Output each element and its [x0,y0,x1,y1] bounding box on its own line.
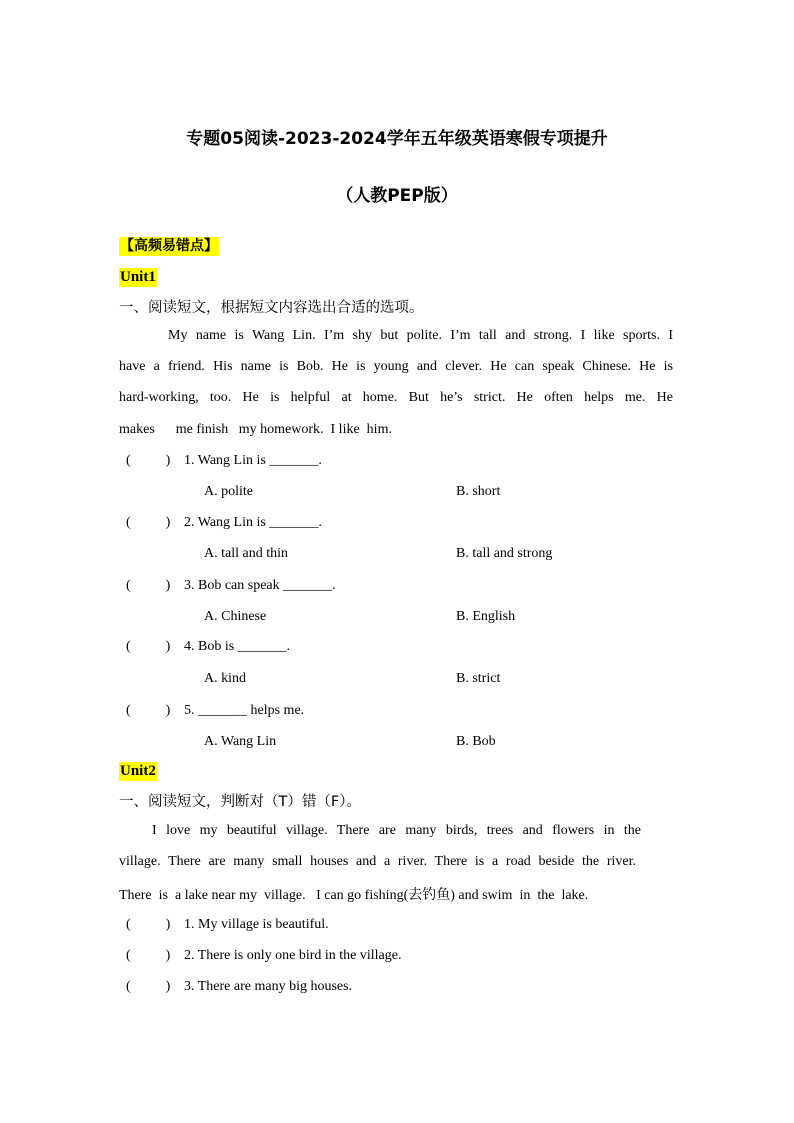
question-text: 4. Bob is _______. [184,639,291,654]
question-row [126,979,352,995]
question-text: 1. My village is beautiful. [184,917,329,932]
passage-line: hard-working, too. He is helpful at home. But he’s strict. He often helps me. He [119,390,673,405]
question-text: 1. Wang Lin is _______. [184,453,322,468]
option-a: A. tall and thin [204,546,288,561]
question-row [126,917,329,933]
unit1-label: Unit1 [120,269,156,285]
page-subtitle: （人教PEP版） [336,186,458,206]
answer-blank[interactable]: ( ) [126,979,171,994]
option-a: A. Wang Lin [204,734,277,749]
passage-line: My name is Wang Lin. I’m shy but polite. I’m tall and strong. I like sports. I [168,328,673,343]
answer-blank[interactable]: ( ) [126,453,171,468]
chinese-gloss: 去钓鱼 [408,887,451,903]
question-row [126,639,290,655]
passage-line: There is a lake near my village. I can go fishing(去钓鱼) and swim in the lake. [119,887,589,903]
answer-blank[interactable]: ( ) [126,917,171,932]
option-b: B. strict [456,671,501,686]
answer-blank[interactable]: ( ) [126,948,171,963]
page-title: 专题05阅读-2023-2024学年五年级英语寒假专项提升 [186,129,608,149]
option-a: A. polite [204,484,253,499]
passage-line: makes me finish my homework. I like him. [119,422,392,437]
question-text: 3. Bob can speak _______. [184,578,336,593]
question-text: 5. _______ helps me. [184,703,305,718]
unit2-label: Unit2 [120,763,156,779]
unit1-instruction: 一、阅读短文，根据短文内容选出合适的选项。 [119,300,424,316]
question-row [126,453,322,469]
question-row [126,948,401,964]
unit2-instruction: 一、阅读短文，判断对（T）错（F）。 [119,794,361,810]
question-row [126,578,336,594]
section-label: 【高频易错点】 [120,238,218,254]
question-row [126,703,304,719]
passage-line: I love my beautiful village. There are many birds, trees and flowers in the [152,823,641,838]
option-b: B. tall and strong [456,546,553,561]
question-text: 2. There is only one bird in the village. [184,948,402,963]
answer-blank[interactable]: ( ) [126,703,171,718]
question-row [126,515,322,531]
answer-blank[interactable]: ( ) [126,639,171,654]
option-a: A. kind [204,671,246,686]
question-text: 3. There are many big houses. [184,979,353,994]
option-b: B. English [456,609,516,624]
answer-blank[interactable]: ( ) [126,578,171,593]
passage-line: have a friend. His name is Bob. He is young and clever. He can speak Chinese. He is [119,359,673,374]
option-b: B. short [456,484,501,499]
answer-blank[interactable]: ( ) [126,515,171,530]
option-b: B. Bob [456,734,496,749]
passage-line: village. There are many small houses and a river. There is a road beside the river. [119,854,636,869]
question-text: 2. Wang Lin is _______. [184,515,322,530]
option-a: A. Chinese [204,609,267,624]
